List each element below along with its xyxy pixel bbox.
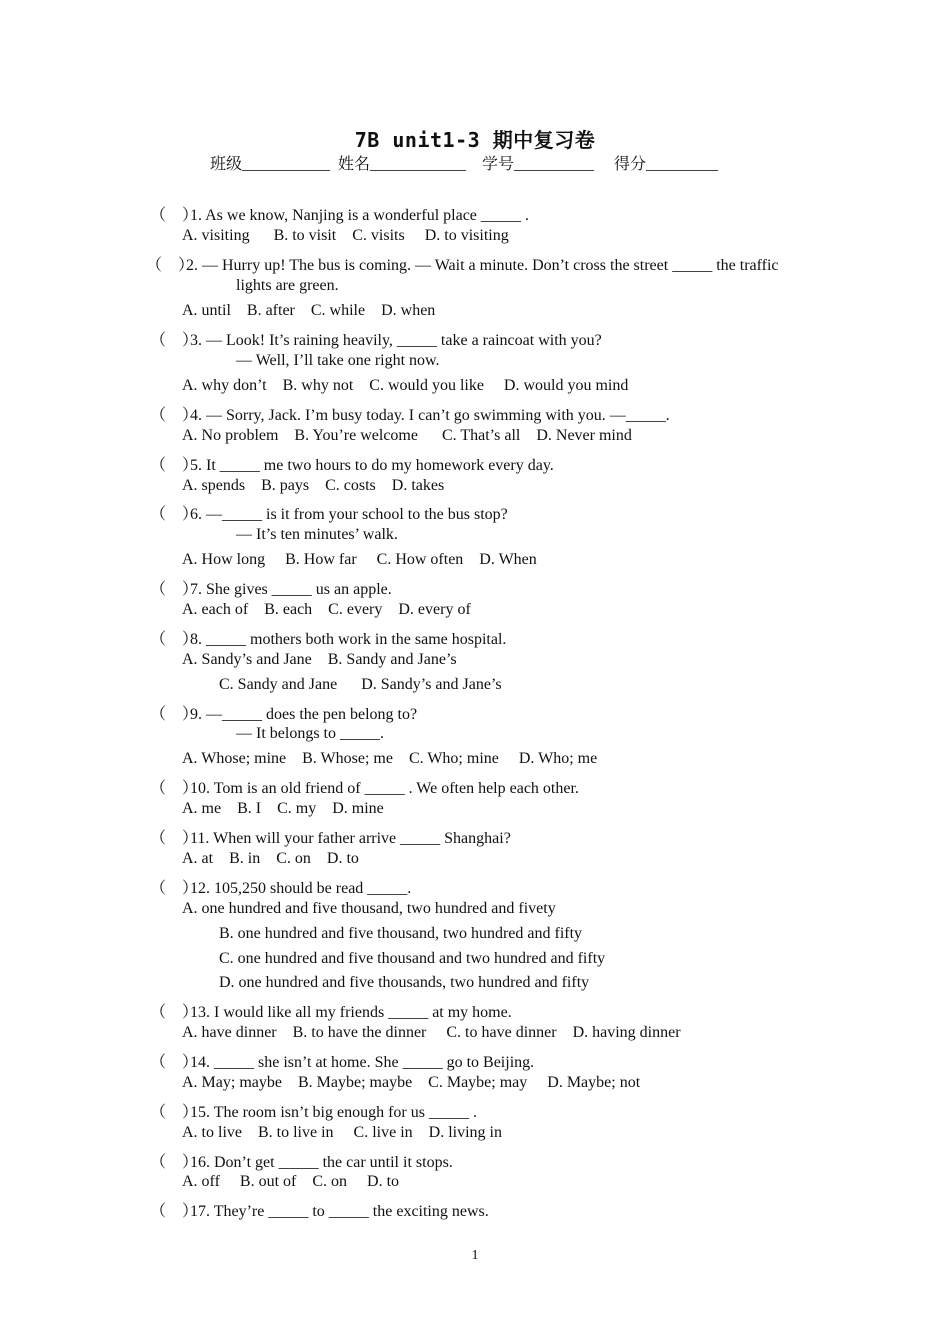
- question-stem: 10. Tom is an old friend of _____ . We often help each other.: [190, 780, 579, 797]
- option-d: D. one hundred and five thousands, two hundred and fifty: [219, 974, 590, 991]
- options-line: A. to live B. to live in C. live in D. living in: [182, 1124, 502, 1141]
- answer-bracket: （ ）: [150, 880, 199, 897]
- options-line: A. No problem B. You’re welcome C. That’s all D. Never mind: [182, 427, 632, 444]
- question-4: [150, 402, 670, 425]
- question-stem: 11. When will your father arrive _____ Shanghai?: [190, 830, 511, 847]
- option-b: B. one hundred and five thousand, two hundred and fifty: [219, 925, 583, 942]
- answer-bracket: （ ）: [150, 457, 199, 474]
- options-line: A. Sandy’s and Jane B. Sandy and Jane’s: [182, 651, 457, 668]
- question-16: [150, 1149, 453, 1172]
- question-12: [150, 875, 411, 898]
- options-line: A. at B. in C. on D. to: [182, 850, 359, 867]
- answer-bracket: （ ）: [150, 407, 199, 424]
- options-line: A. have dinner B. to have the dinner C. to have dinner D. having dinner: [182, 1024, 681, 1041]
- question-stem: 9. —_____ does the pen belong to?: [190, 706, 418, 723]
- document-title: 7B unit1-3 期中复习卷: [354, 128, 596, 152]
- question-stem: 16. Don’t get _____ the car until it stops.: [190, 1154, 453, 1171]
- options-line: A. visiting B. to visit C. visits D. to visiting: [182, 227, 509, 244]
- options-line: A. off B. out of C. on D. to: [182, 1173, 400, 1190]
- question-9: [150, 701, 417, 724]
- options-line: A. spends B. pays C. costs D. takes: [182, 477, 445, 494]
- question-13: [150, 999, 512, 1022]
- question-14: [150, 1049, 534, 1072]
- answer-bracket: （ ）: [150, 830, 199, 847]
- answer-bracket: （ ）: [150, 706, 199, 723]
- option-c: C. one hundred and five thousand and two hundred and fifty: [219, 950, 606, 967]
- question-10: [150, 775, 579, 798]
- options-line: A. each of B. each C. every D. every of: [182, 601, 471, 618]
- answer-bracket: （ ）: [150, 1154, 199, 1171]
- option-a: A. one hundred and five thousand, two hundred and fivety: [182, 900, 556, 917]
- question-stem: 3. — Look! It’s raining heavily, _____ take a raincoat with you?: [190, 332, 602, 349]
- answer-bracket: （ ）: [150, 207, 199, 224]
- dialogue-reply: — It’s ten minutes’ walk.: [236, 526, 398, 543]
- answer-bracket: （ ）: [150, 1004, 199, 1021]
- question-stem: 8. _____ mothers both work in the same hospital.: [190, 631, 507, 648]
- question-3: [150, 327, 602, 350]
- question-11: [150, 825, 511, 848]
- question-15: [150, 1099, 477, 1122]
- student-info-line: 班级___________ 姓名____________ 学号__________ 得分_________: [210, 156, 719, 173]
- question-1: [150, 202, 529, 225]
- page-number: 1: [471, 1248, 479, 1263]
- question-6: [150, 501, 508, 524]
- question-stem: 13. I would like all my friends _____ at my home.: [190, 1004, 512, 1021]
- answer-bracket: （ ）: [146, 257, 195, 274]
- question-stem: 5. It _____ me two hours to do my homework every day.: [190, 457, 554, 474]
- dialogue-reply: — It belongs to _____.: [236, 725, 384, 742]
- question-stem: 12. 105,250 should be read _____.: [190, 880, 412, 897]
- question-stem: 6. —_____ is it from your school to the bus stop?: [190, 506, 508, 523]
- options-line: A. why don’t B. why not C. would you like D. would you mind: [182, 377, 629, 394]
- question-2: [146, 252, 779, 275]
- options-line: A. May; maybe B. Maybe; maybe C. Maybe; may D. Maybe; not: [182, 1074, 641, 1091]
- question-8: [150, 626, 506, 649]
- question-stem: 17. They’re _____ to _____ the exciting news.: [190, 1203, 489, 1220]
- options-line: A. Whose; mine B. Whose; me C. Who; mine D. Who; me: [182, 750, 598, 767]
- question-7: [150, 576, 392, 599]
- question-stem: 15. The room isn’t big enough for us _____ .: [190, 1104, 477, 1121]
- question-17: [150, 1198, 489, 1221]
- question-stem: 1. As we know, Nanjing is a wonderful place _____ .: [190, 207, 529, 224]
- dialogue-reply: — Well, I’ll take one right now.: [236, 352, 440, 369]
- options-line: A. How long B. How far C. How often D. When: [182, 551, 537, 568]
- question-stem: 7. She gives _____ us an apple.: [190, 581, 392, 598]
- answer-bracket: （ ）: [150, 506, 199, 523]
- question-stem: 2. — Hurry up! The bus is coming. — Wait a minute. Don’t cross the street _____ the traffic: [186, 257, 779, 274]
- answer-bracket: （ ）: [150, 332, 199, 349]
- question-continuation: lights are green.: [236, 277, 339, 294]
- options-line: A. until B. after C. while D. when: [182, 302, 436, 319]
- answer-bracket: （ ）: [150, 1054, 199, 1071]
- answer-bracket: （ ）: [150, 631, 199, 648]
- question-stem: 14. _____ she isn’t at home. She _____ go to Beijing.: [190, 1054, 535, 1071]
- answer-bracket: （ ）: [150, 581, 199, 598]
- options-line: A. me B. I C. my D. mine: [182, 800, 384, 817]
- question-stem: 4. — Sorry, Jack. I’m busy today. I can’t go swimming with you. —_____.: [190, 407, 670, 424]
- options-line: C. Sandy and Jane D. Sandy’s and Jane’s: [219, 676, 502, 693]
- answer-bracket: （ ）: [150, 1203, 199, 1220]
- answer-bracket: （ ）: [150, 1104, 199, 1121]
- question-5: [150, 452, 554, 475]
- answer-bracket: （ ）: [150, 780, 199, 797]
